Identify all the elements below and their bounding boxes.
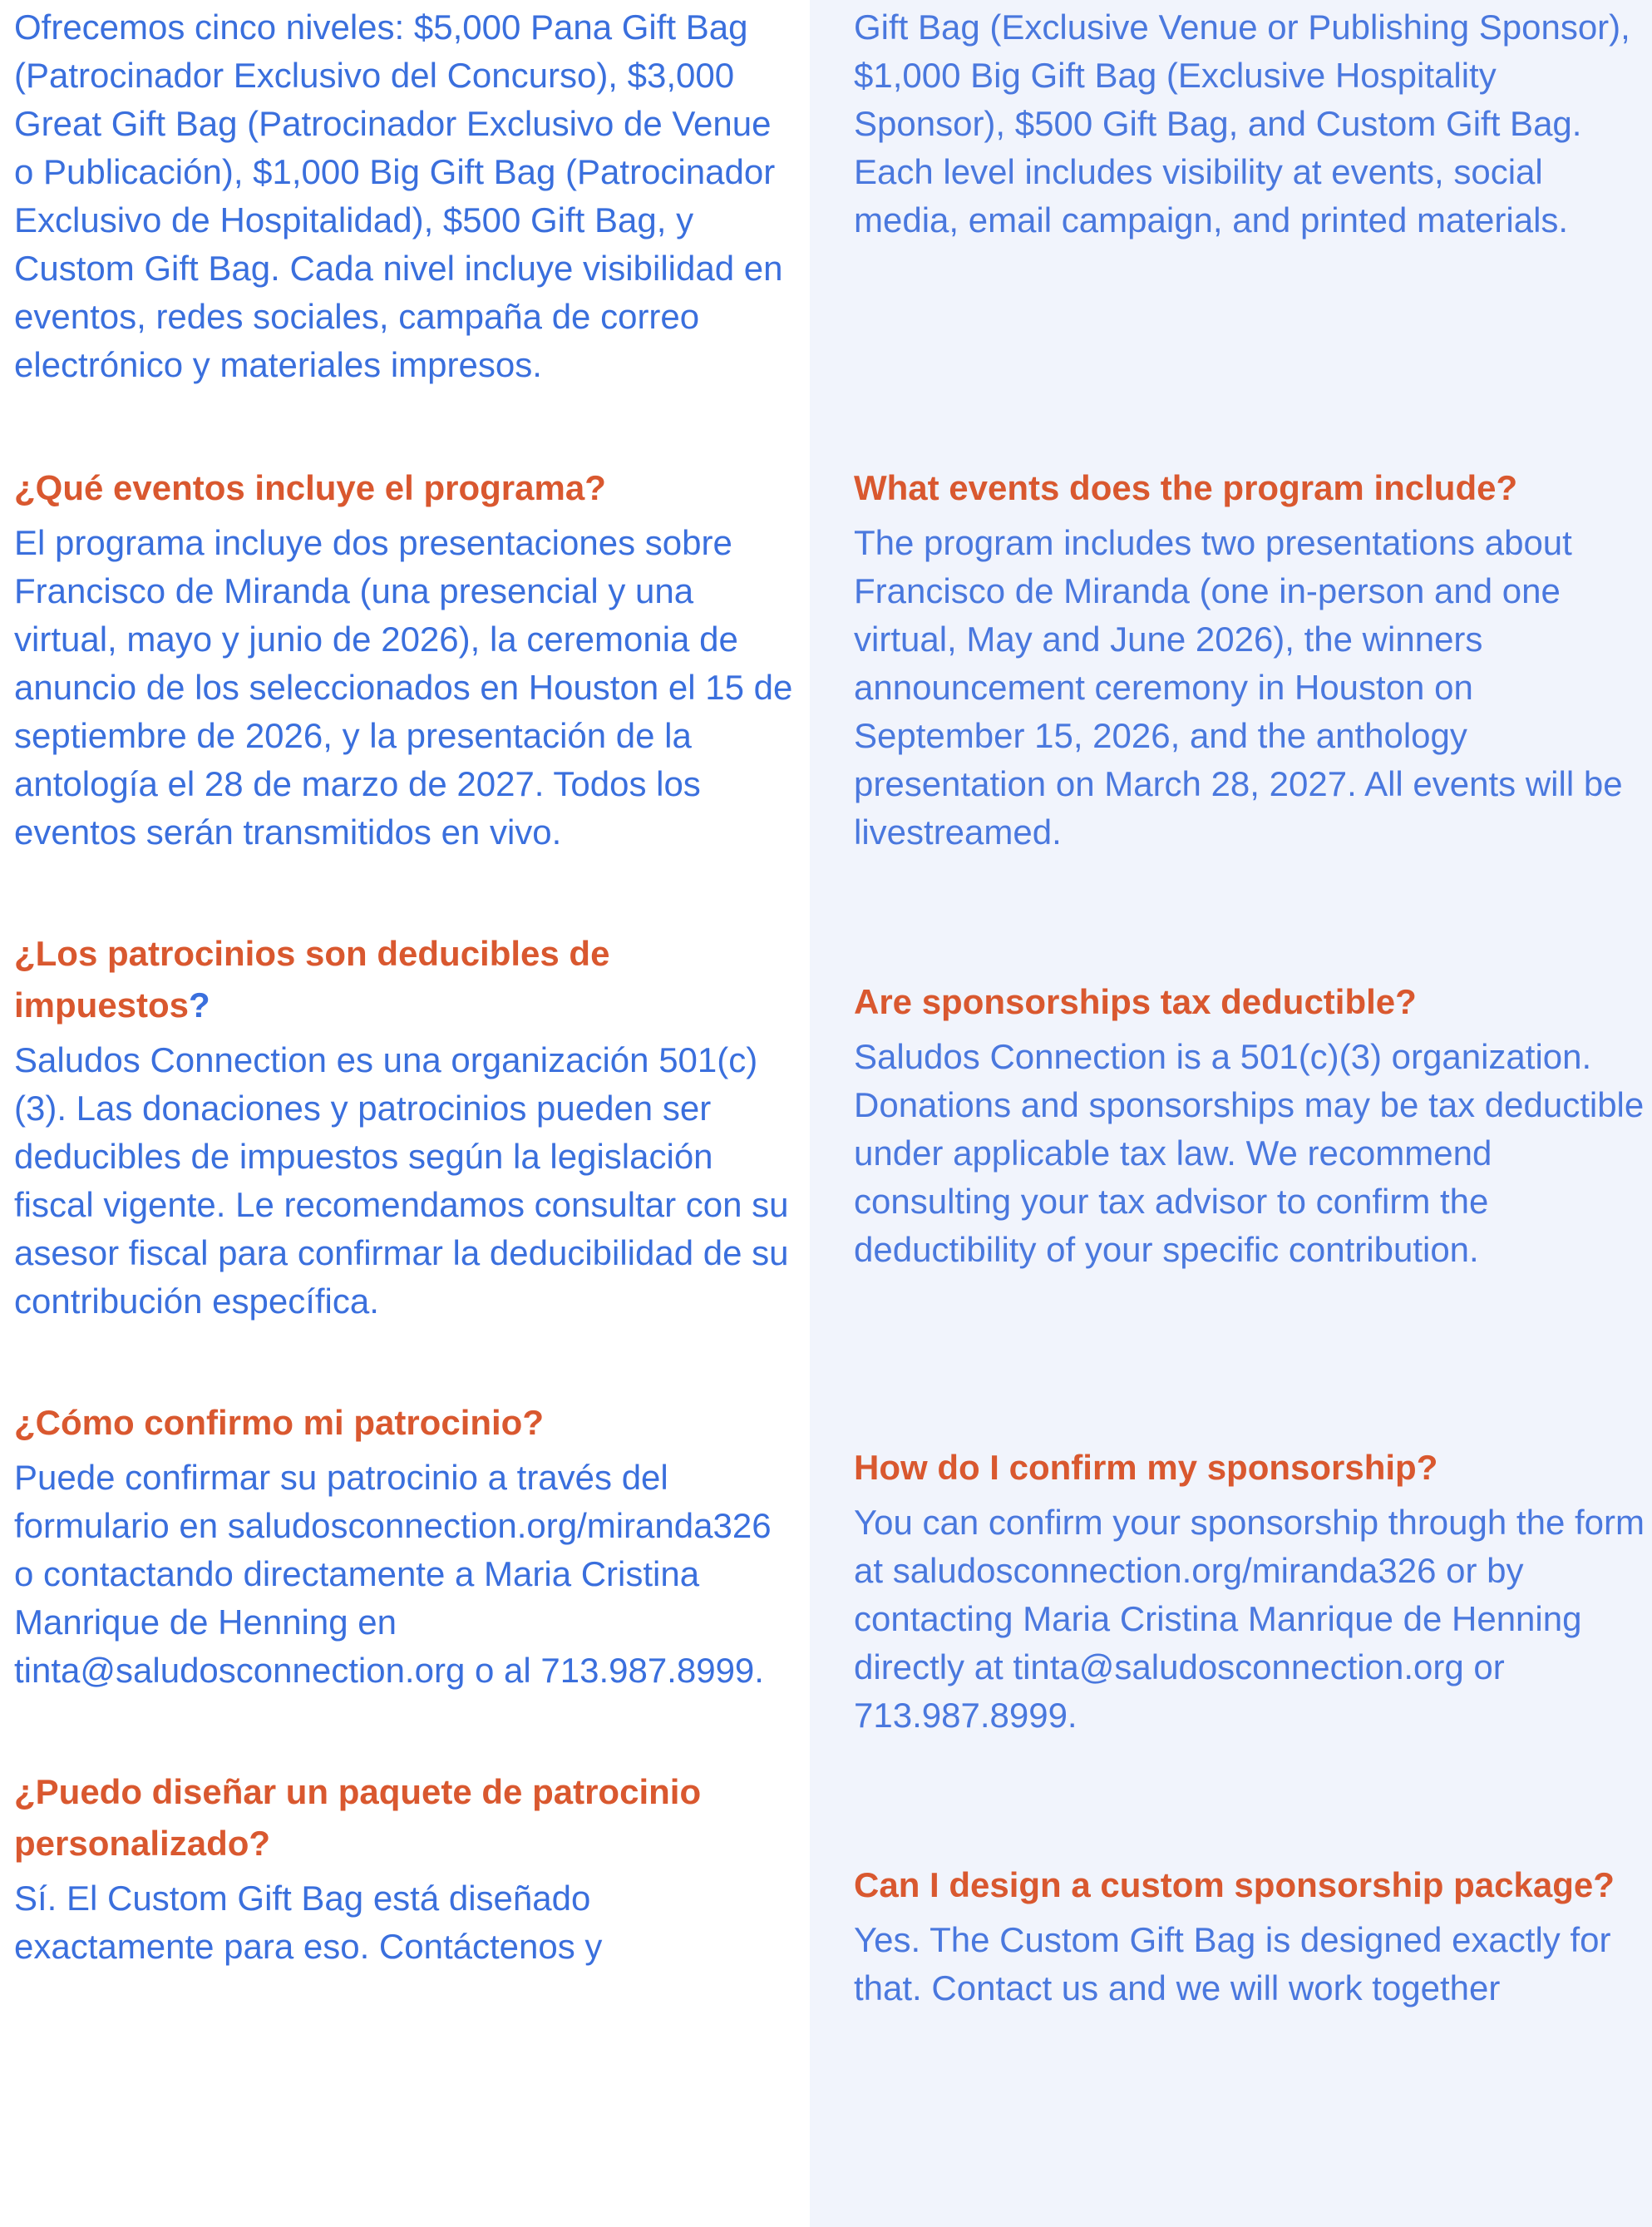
faq-question: ¿Puedo diseñar un paquete de patrocinio personalizado?	[14, 1772, 702, 1863]
faq-answer: Saludos Connection es una organización 501(c)(3). Las donaciones y patrocinios pueden ser deducibles de impuestos según la legislación fiscal vigente. Le recomendamos consultar con su asesor fiscal para confirmar la deducibilidad de su contribución específica.	[14, 1040, 789, 1321]
faq-answer: Sí. El Custom Gift Bag está diseñado exactamente para eso. Contáctenos y	[14, 1879, 603, 1966]
spanish-intro-text: Ofrecemos cinco niveles: $5,000 Pana Gift Bag (Patrocinador Exclusivo del Concurso), $3,000 Great Gift Bag (Patrocinador Exclusivo de Venue o Publicación), $1,000 Big Gift Bag (Patrocinador Exclusivo de Hospitalidad), $500 Gift Bag, y Custom Gift Bag. Cada nivel incluye visibilidad en eventos, redes sociales, campaña de correo electrónico y materiales impresos.	[14, 7, 783, 384]
english-column	[810, 0, 1652, 2227]
faq-question-mark: ?	[189, 985, 210, 1025]
faq-question-text: ¿Los patrocinios son deducibles de impuestos	[14, 934, 610, 1025]
faq-item-confirm-en	[854, 1442, 1648, 1740]
faq-item-events-es	[14, 462, 796, 857]
faq-item-events-en	[854, 462, 1648, 857]
faq-answer: Yes. The Custom Gift Bag is designed exactly for that. Contact us and we will work together	[854, 1920, 1611, 2007]
faq-answer: El programa incluye dos presentaciones sobre Francisco de Miranda (una presencial y una virtual, mayo y junio de 2026), la ceremonia de anuncio de los seleccionados en Houston el 15 de septiembre de 2026, y la presentación de la antología el 28 de marzo de 2027. Todos los eventos serán transmitidos en vivo.	[14, 523, 793, 852]
faq-answer: Puede confirmar su patrocinio a través del formulario en saludosconnection.org/miranda326 o contactando directamente a Maria Cristina Manrique de Henning en tinta@saludosconnection.org o al 713.987.8999.	[14, 1458, 772, 1690]
faq-question: What events does the program include?	[854, 468, 1518, 507]
faq-question: Are sponsorships tax deductible?	[854, 982, 1417, 1021]
faq-question: How do I confirm my sponsorship?	[854, 1448, 1438, 1487]
faq-question	[14, 928, 796, 1031]
spanish-column-content	[14, 0, 796, 1971]
english-column-content	[854, 0, 1648, 2012]
faq-item-custom-en	[854, 1859, 1648, 2012]
spanish-column	[0, 0, 810, 2227]
faq-item-tax-es	[14, 928, 796, 1326]
faq-question: ¿Cómo confirmo mi patrocinio?	[14, 1403, 544, 1442]
faq-answer: You can confirm your sponsorship through the form at saludosconnection.org/miranda326 or by contacting Maria Cristina Manrique de Henning directly at tinta@saludosconnection.org or 713.987.8999.	[854, 1503, 1645, 1735]
faq-question: Can I design a custom sponsorship package?	[854, 1865, 1615, 1904]
english-intro-text: Gift Bag (Exclusive Venue or Publishing Sponsor), $1,000 Big Gift Bag (Exclusive Hospitality Sponsor), $500 Gift Bag, and Custom Gift Bag. Each level includes visibility at events, social media, email campaign, and printed materials.	[854, 7, 1630, 239]
faq-answer: Saludos Connection is a 501(c)(3) organization. Donations and sponsorships may be tax deductible under applicable tax law. We recommend consulting your tax advisor to confirm the deductibility of your specific contribution.	[854, 1037, 1645, 1269]
faq-item-custom-es	[14, 1766, 796, 1971]
faq-item-confirm-es	[14, 1397, 796, 1695]
faq-item-tax-en	[854, 976, 1648, 1274]
faq-answer: The program includes two presentations about Francisco de Miranda (one in-person and one virtual, May and June 2026), the winners announcement ceremony in Houston on September 15, 2026, and the anthology presentation on March 28, 2027. All events will be livestreamed.	[854, 523, 1623, 852]
faq-question: ¿Qué eventos incluye el programa?	[14, 468, 606, 507]
